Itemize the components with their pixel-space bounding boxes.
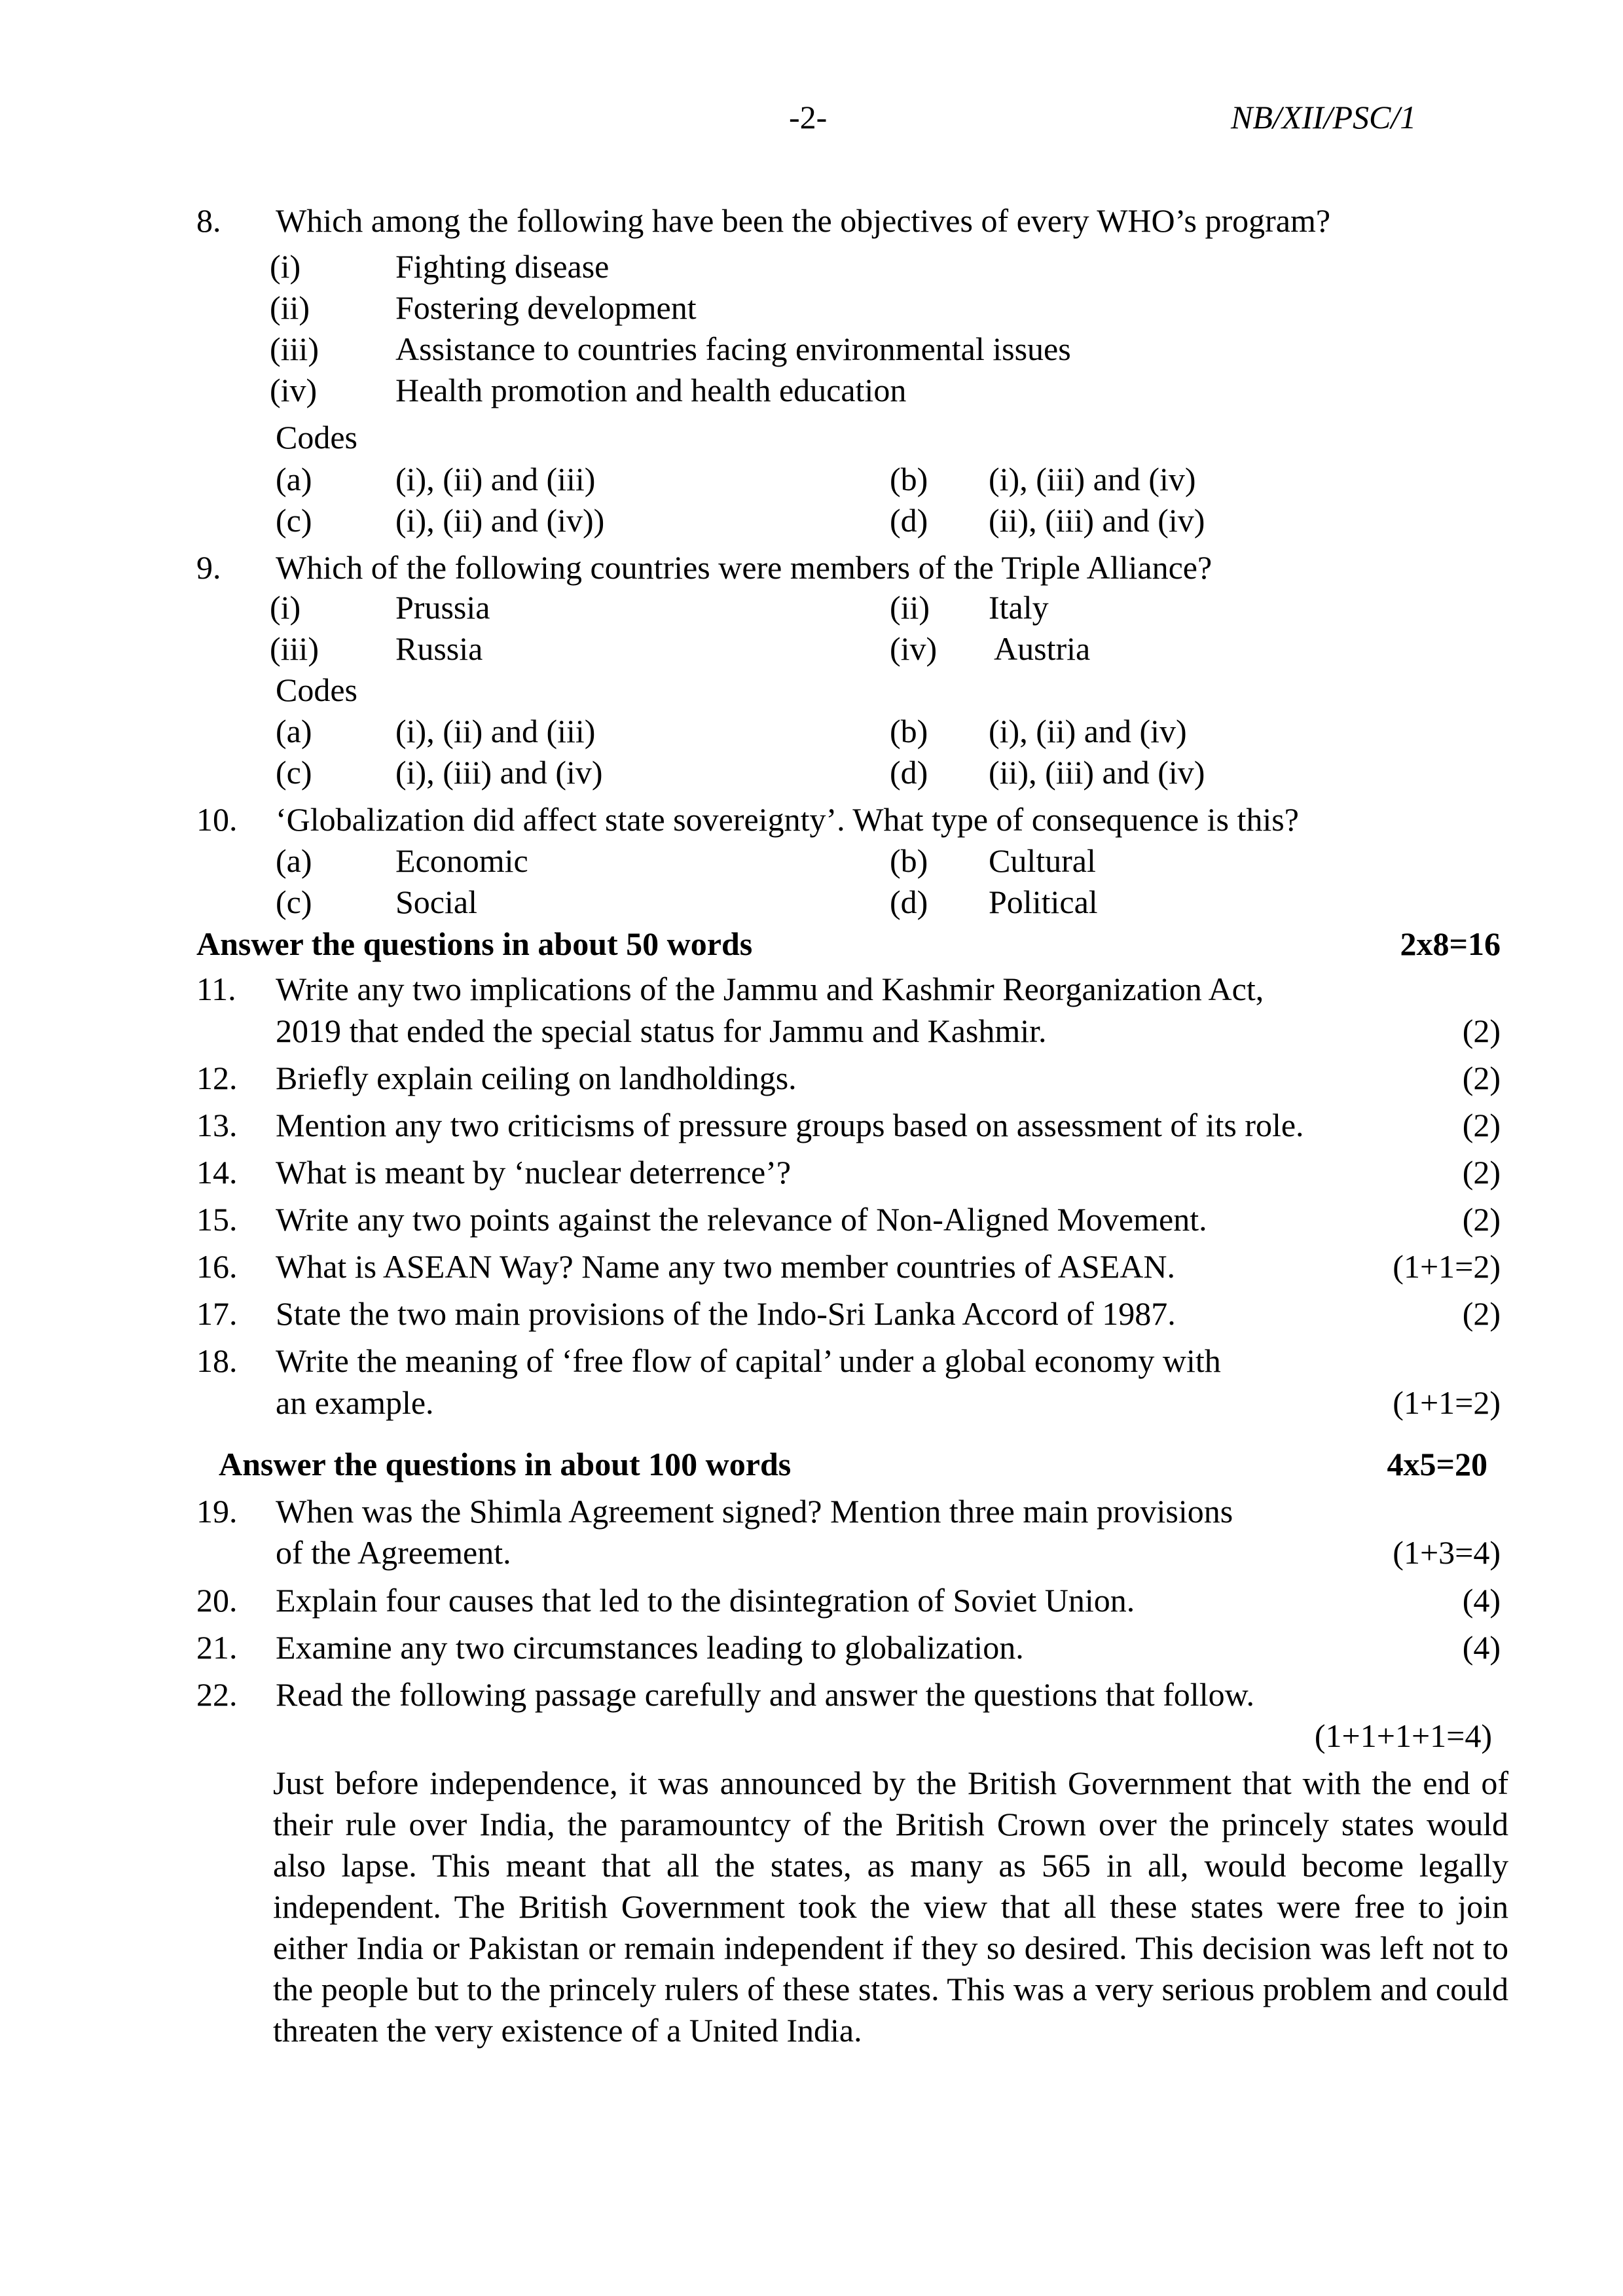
codes-text: Codes	[276, 672, 357, 708]
option-label: (b)	[890, 461, 928, 497]
question-text: State the two main provisions of the Indo-Sri Lanka Accord of 1987.	[276, 1295, 1176, 1332]
question-21	[0, 1627, 1623, 1668]
item-label: (ii)	[270, 289, 310, 326]
question-number: 18.	[196, 1342, 238, 1379]
question-number: 14.	[196, 1154, 238, 1191]
option-text: (i), (ii) and (iv)	[989, 713, 1187, 749]
item-text: Italy	[989, 589, 1049, 626]
question-number: 12.	[196, 1060, 238, 1096]
question-19	[0, 1491, 1623, 1532]
question-marks: (2)	[1462, 1154, 1501, 1191]
option-text: (ii), (iii) and (iv)	[989, 502, 1205, 539]
option-label: (b)	[890, 713, 928, 749]
option-text: (i), (ii) and (iii)	[395, 461, 596, 497]
question-13	[0, 1105, 1623, 1146]
question-marks: (1+1=2)	[1393, 1248, 1501, 1285]
list-row	[0, 587, 1623, 628]
question-18-cont	[0, 1382, 1623, 1424]
option-row	[0, 840, 1623, 882]
question-marks: (2)	[1462, 1013, 1501, 1049]
option-text: Cultural	[989, 842, 1096, 879]
question-text: Mention any two criticisms of pressure groups based on assessment of its role.	[276, 1107, 1304, 1143]
question-marks: (2)	[1462, 1107, 1501, 1143]
question-text: 2019 that ended the special status for Jammu and Kashmir.	[276, 1013, 1047, 1049]
question-text: ‘Globalization did affect state sovereignty’. What type of consequence is this?	[276, 801, 1299, 838]
question-text: Which of the following countries were members of the Triple Alliance?	[276, 549, 1213, 586]
item-label: (iv)	[270, 372, 318, 408]
section-marks: 4x5=20	[1387, 1446, 1487, 1482]
option-row	[0, 459, 1623, 500]
option-label: (d)	[890, 754, 928, 791]
item-text: Assistance to countries facing environmental issues	[395, 331, 1071, 367]
question-10	[0, 799, 1623, 840]
option-text: (i), (ii) and (iv))	[395, 502, 605, 539]
option-text: (i), (iii) and (iv)	[989, 461, 1196, 497]
question-number: 20.	[196, 1582, 238, 1619]
question-22-marks	[0, 1715, 1623, 1757]
section-heading	[0, 924, 1623, 965]
option-text: (ii), (iii) and (iv)	[989, 754, 1205, 791]
question-text: Briefly explain ceiling on landholdings.	[276, 1060, 797, 1096]
option-label: (a)	[276, 713, 312, 749]
question-22	[0, 1674, 1623, 1715]
item-label: (iii)	[270, 630, 319, 667]
question-marks: (4)	[1462, 1629, 1501, 1666]
question-number: 21.	[196, 1629, 238, 1666]
question-number: 19.	[196, 1493, 238, 1530]
paper-code: NB/XII/PSC/1	[1231, 99, 1417, 135]
question-19-cont	[0, 1532, 1623, 1573]
codes-text: Codes	[276, 419, 357, 456]
question-marks: (1+1=2)	[1393, 1384, 1501, 1421]
question-marks: (2)	[1462, 1201, 1501, 1238]
option-row	[0, 500, 1623, 541]
item-text: Russia	[395, 630, 483, 667]
item-label: (i)	[270, 589, 301, 626]
question-17	[0, 1293, 1623, 1335]
page-header	[0, 97, 1623, 138]
section-title: Answer the questions in about 100 words	[219, 1446, 792, 1482]
list-item	[0, 287, 1623, 329]
passage: Just before independence, it was announced by the British Government that with the end of their rule over India, the paramountcy of the British Crown over the princely states would also lapse. This meant that all the states, as many as 565 in all, would become legally independent. The British Government took the view that all these states were free to join either India or Pakistan or remain independent if they so desired. This decision was left not to the people but to the princely rulers of these states. This was a very serious problem and could threaten the very existence of a United India.	[273, 1765, 1508, 2049]
option-text: (i), (ii) and (iii)	[395, 713, 596, 749]
question-text: Which among the following have been the objectives of every WHO’s program?	[276, 202, 1331, 239]
question-11	[0, 969, 1623, 1010]
option-row	[0, 882, 1623, 923]
list-item	[0, 329, 1623, 370]
item-text: Fostering development	[395, 289, 697, 326]
question-8	[0, 200, 1623, 242]
question-text: Examine any two circumstances leading to globalization.	[276, 1629, 1024, 1666]
item-label: (i)	[270, 248, 301, 285]
item-text: Fighting disease	[395, 248, 610, 285]
question-text: Write any two points against the relevance of Non-Aligned Movement.	[276, 1201, 1207, 1238]
question-text: Explain four causes that led to the disintegration of Soviet Union.	[276, 1582, 1135, 1619]
question-18	[0, 1340, 1623, 1382]
section-marks: 2x8=16	[1400, 925, 1501, 962]
option-label: (a)	[276, 842, 312, 879]
list-row	[0, 628, 1623, 670]
question-16	[0, 1246, 1623, 1287]
question-marks: (2)	[1462, 1295, 1501, 1332]
question-9	[0, 547, 1623, 588]
question-number: 11.	[196, 971, 236, 1007]
question-number: 13.	[196, 1107, 238, 1143]
item-label: (iv)	[890, 630, 938, 667]
question-14	[0, 1152, 1623, 1193]
question-number: 22.	[196, 1676, 238, 1713]
question-text: Write any two implications of the Jammu and Kashmir Reorganization Act,	[276, 971, 1264, 1007]
item-label: (ii)	[890, 589, 930, 626]
item-label: (iii)	[270, 331, 319, 367]
question-marks: (2)	[1462, 1060, 1501, 1096]
question-text: Write the meaning of ‘free flow of capital’ under a global economy with	[276, 1342, 1221, 1379]
question-11-cont	[0, 1011, 1623, 1052]
question-text: What is meant by ‘nuclear deterrence’?	[276, 1154, 792, 1191]
question-number: 8.	[196, 202, 221, 239]
option-text: (i), (iii) and (iv)	[395, 754, 603, 791]
question-12	[0, 1058, 1623, 1099]
question-15	[0, 1199, 1623, 1240]
option-label: (c)	[276, 884, 312, 920]
item-text: Austria	[994, 630, 1091, 667]
question-text: an example.	[276, 1384, 434, 1421]
question-number: 15.	[196, 1201, 238, 1238]
question-number: 16.	[196, 1248, 238, 1285]
question-20	[0, 1580, 1623, 1621]
option-text: Social	[395, 884, 477, 920]
question-number: 9.	[196, 549, 221, 586]
section-heading	[0, 1444, 1623, 1485]
option-label: (a)	[276, 461, 312, 497]
option-label: (d)	[890, 884, 928, 920]
option-label: (c)	[276, 502, 312, 539]
question-marks: (1+1+1+1=4)	[1314, 1717, 1492, 1754]
option-row	[0, 711, 1623, 752]
list-item	[0, 246, 1623, 287]
question-text: Read the following passage carefully and answer the questions that follow.	[276, 1676, 1254, 1713]
question-text: What is ASEAN Way? Name any two member countries of ASEAN.	[276, 1248, 1175, 1285]
question-text: When was the Shimla Agreement signed? Mention three main provisions	[276, 1493, 1233, 1530]
question-marks: (4)	[1462, 1582, 1501, 1619]
codes-label	[0, 670, 1623, 711]
question-number: 17.	[196, 1295, 238, 1332]
list-item	[0, 370, 1623, 411]
option-text: Economic	[395, 842, 528, 879]
option-label: (b)	[890, 842, 928, 879]
item-text: Prussia	[395, 589, 490, 626]
item-text: Health promotion and health education	[395, 372, 907, 408]
option-label: (c)	[276, 754, 312, 791]
page-number: -2-	[789, 99, 828, 135]
question-marks: (1+3=4)	[1393, 1534, 1501, 1571]
section-title: Answer the questions in about 50 words	[196, 925, 753, 962]
question-text: of the Agreement.	[276, 1534, 511, 1571]
option-label: (d)	[890, 502, 928, 539]
codes-label	[0, 417, 1623, 458]
option-text: Political	[989, 884, 1098, 920]
option-row	[0, 752, 1623, 793]
question-number: 10.	[196, 801, 238, 838]
